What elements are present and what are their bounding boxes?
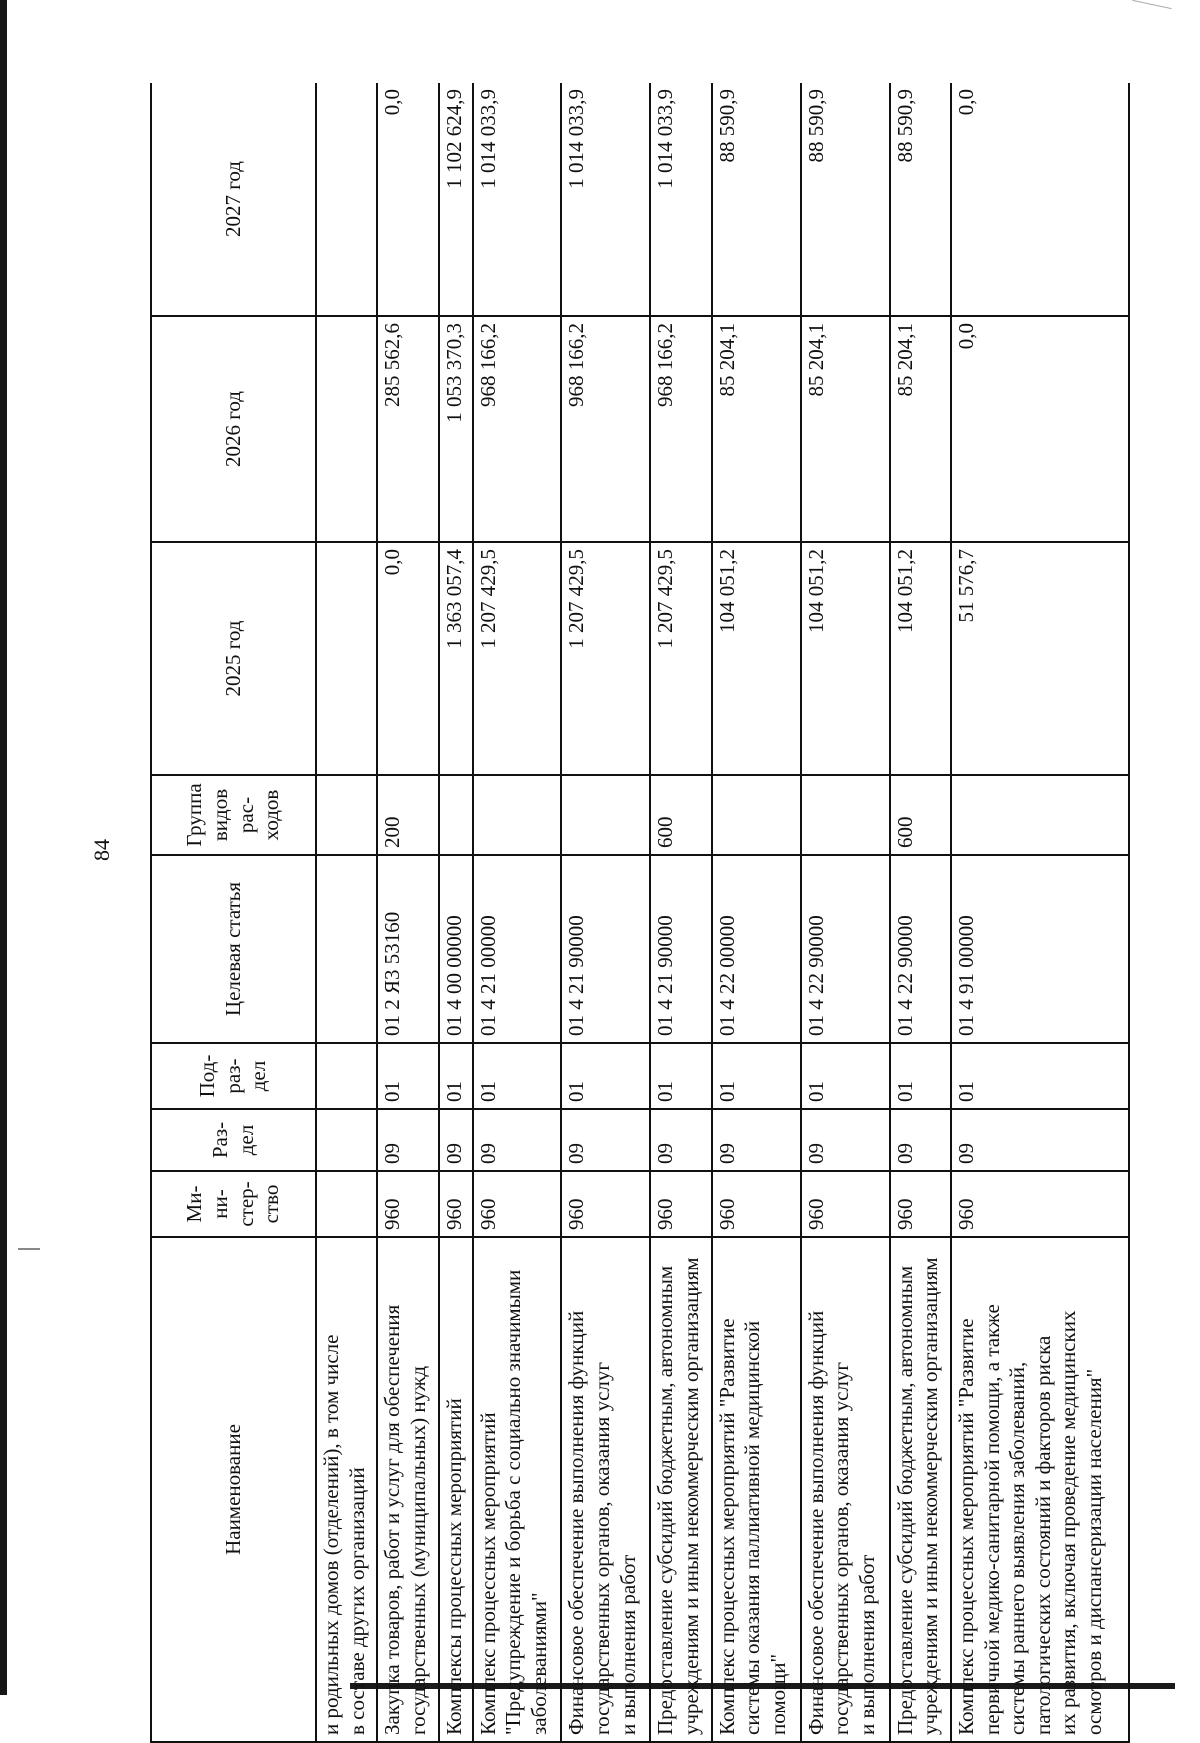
header-2026 <box>151 316 316 542</box>
scan-speck <box>1132 0 1171 9</box>
row-2026 <box>316 316 377 542</box>
header-section <box>151 1109 316 1171</box>
row-2025: 1 207 429,5 <box>473 542 562 775</box>
header-2025 <box>151 542 316 775</box>
text-line: учреждениям и иным некоммерческим организациям <box>679 1257 704 1735</box>
row-2025: 104 051,2 <box>712 542 801 775</box>
table-row <box>890 83 951 1742</box>
row-2026: 968 166,2 <box>473 316 562 542</box>
text-line: Предоставление субсидий бюджетным, автономным <box>653 1265 678 1735</box>
row-expense-group <box>439 775 473 855</box>
text-line: 2027 год <box>220 161 245 237</box>
text-line: их развития, включая проведение медицинских <box>1056 1310 1081 1735</box>
row-ministry: 960 <box>439 1171 473 1237</box>
row-2025: 104 051,2 <box>890 542 951 775</box>
row-ministry: 960 <box>473 1171 562 1237</box>
table-row <box>377 83 438 1742</box>
scan-left-edge <box>0 0 7 1695</box>
text-line: Закупка товаров, работ и услуг для обеспечения <box>380 1304 405 1735</box>
row-target-article: 01 4 21 00000 <box>473 855 562 1043</box>
row-2027: 1 014 033,9 <box>650 83 711 316</box>
text-line: патологических состояний и факторов риска <box>1030 1335 1055 1735</box>
table-row <box>801 83 890 1742</box>
text-line: системы раннего выявления заболеваний, <box>1005 1361 1030 1735</box>
row-name <box>561 1237 650 1742</box>
row-ministry: 960 <box>377 1171 438 1237</box>
row-2025 <box>316 542 377 775</box>
row-2026: 85 204,1 <box>890 316 951 542</box>
text-line: дел <box>246 1060 271 1092</box>
row-ministry: 960 <box>801 1171 890 1237</box>
row-subsection: 01 <box>473 1043 562 1109</box>
row-2026: 968 166,2 <box>650 316 711 542</box>
row-target-article: 01 4 21 90000 <box>650 855 711 1043</box>
row-section: 09 <box>890 1109 951 1171</box>
row-subsection: 01 <box>439 1043 473 1109</box>
row-2026: 1 053 370,3 <box>439 316 473 542</box>
row-expense-group <box>473 775 562 855</box>
row-ministry: 960 <box>712 1171 801 1237</box>
table-row <box>439 83 473 1742</box>
row-expense-group <box>801 775 890 855</box>
row-expense-group <box>316 775 377 855</box>
row-section: 09 <box>439 1109 473 1171</box>
row-2027: 0,0 <box>951 83 1129 316</box>
text-line: Комплекс процессных мероприятий "Развитие <box>714 1318 739 1735</box>
row-2027: 1 014 033,9 <box>561 83 650 316</box>
text-line: осмотров и диспансеризации населения" <box>1082 1368 1107 1735</box>
row-name <box>801 1237 890 1742</box>
text-line: ни- <box>207 1189 232 1219</box>
row-ministry <box>316 1171 377 1237</box>
row-2027: 88 590,9 <box>712 83 801 316</box>
text-line: в составе других организаций <box>344 1467 369 1735</box>
row-subsection: 01 <box>377 1043 438 1109</box>
row-2025: 51 576,7 <box>951 542 1129 775</box>
row-2025: 104 051,2 <box>801 542 890 775</box>
text-line: раз- <box>220 1058 245 1094</box>
table-row <box>951 83 1129 1742</box>
row-expense-group: 600 <box>890 775 951 855</box>
row-expense-group <box>561 775 650 855</box>
text-line: государственных органов, оказания услуг <box>829 1362 854 1735</box>
table-row <box>316 83 377 1742</box>
row-2027: 1 102 624,9 <box>439 83 473 316</box>
header-name <box>151 1237 316 1742</box>
row-subsection: 01 <box>890 1043 951 1109</box>
text-line: первичной медико-санитарной помощи, а также <box>979 1304 1004 1735</box>
text-line: дел <box>233 1124 258 1156</box>
text-line: помощи" <box>765 1653 790 1735</box>
text-line: государственных (муниципальных) нужд <box>405 1365 430 1735</box>
rotated-table-area <box>150 83 1130 1743</box>
row-subsection <box>316 1043 377 1109</box>
row-subsection: 01 <box>561 1043 650 1109</box>
row-expense-group: 200 <box>377 775 438 855</box>
text-line: и родильных домов (отделений), в том числе <box>319 1334 343 1735</box>
text-line: видов <box>207 788 232 842</box>
row-name <box>650 1237 711 1742</box>
row-target-article: 01 4 21 90000 <box>561 855 650 1043</box>
text-line: Предоставление субсидий бюджетным, автономным <box>892 1265 917 1735</box>
row-2026: 85 204,1 <box>712 316 801 542</box>
row-ministry: 960 <box>890 1171 951 1237</box>
table-row <box>650 83 711 1742</box>
row-2025: 1 207 429,5 <box>650 542 711 775</box>
text-line: Комплекс процессных мероприятий "Развитие <box>954 1318 978 1735</box>
row-name <box>712 1237 801 1742</box>
row-2027: 1 014 033,9 <box>473 83 562 316</box>
text-line: Раз- <box>207 1121 232 1159</box>
row-section: 09 <box>377 1109 438 1171</box>
row-2026: 0,0 <box>951 316 1129 542</box>
row-target-article: 01 4 22 90000 <box>890 855 951 1043</box>
text-line: ство <box>259 1184 284 1224</box>
text-line: стер- <box>233 1181 258 1227</box>
row-name <box>951 1237 1129 1742</box>
text-line: Комплексы процессных мероприятий <box>441 1398 466 1735</box>
table-row <box>561 83 650 1742</box>
row-target-article: 01 4 22 00000 <box>712 855 801 1043</box>
row-target-article: 01 4 00 00000 <box>439 855 473 1043</box>
row-2027: 88 590,9 <box>801 83 890 316</box>
row-target-article: 01 2 Я3 53160 <box>377 855 438 1043</box>
text-line: Под- <box>195 1054 220 1098</box>
row-section: 09 <box>473 1109 562 1171</box>
row-expense-group: 600 <box>650 775 711 855</box>
text-line: Финансовое обеспечение выполнения функций <box>564 1310 589 1735</box>
row-2025: 1 363 057,4 <box>439 542 473 775</box>
text-line: государственных органов, оказания услуг <box>590 1362 615 1735</box>
table-body <box>316 83 1129 1742</box>
text-line: заболеваниями" <box>526 1592 551 1735</box>
row-name <box>316 1237 377 1742</box>
row-section <box>316 1109 377 1171</box>
row-expense-group <box>951 775 1129 855</box>
row-section: 09 <box>650 1109 711 1171</box>
header-ministry <box>151 1171 316 1237</box>
row-subsection: 01 <box>712 1043 801 1109</box>
text-line: системы оказания паллиативной медицинской <box>740 1320 765 1735</box>
text-line: рас- <box>233 796 258 834</box>
row-ministry: 960 <box>561 1171 650 1237</box>
row-2027 <box>316 83 377 316</box>
text-line: 2025 год <box>220 620 245 697</box>
header-2027 <box>151 83 316 316</box>
row-section: 09 <box>801 1109 890 1171</box>
header-subsection <box>151 1043 316 1109</box>
row-2026: 968 166,2 <box>561 316 650 542</box>
row-name <box>377 1237 438 1742</box>
row-2027: 88 590,9 <box>890 83 951 316</box>
table-row <box>473 83 562 1742</box>
row-target-article: 01 4 22 90000 <box>801 855 890 1043</box>
text-line: ходов <box>259 789 284 841</box>
row-section: 09 <box>712 1109 801 1171</box>
text-line: и выполнения работ <box>615 1554 640 1735</box>
row-name <box>890 1237 951 1742</box>
row-expense-group <box>712 775 801 855</box>
row-name <box>473 1237 562 1742</box>
row-section: 09 <box>951 1109 1129 1171</box>
scan-speck <box>18 1248 40 1250</box>
row-subsection: 01 <box>951 1043 1129 1109</box>
text-line: "Предупреждение и борьба с социально значимыми <box>501 1269 526 1735</box>
budget-table <box>150 83 1130 1743</box>
text-line: Ми- <box>182 1185 207 1223</box>
row-2025: 1 207 429,5 <box>561 542 650 775</box>
row-2026: 85 204,1 <box>801 316 890 542</box>
text-line: Комплекс процессных мероприятий <box>475 1412 500 1735</box>
row-2025: 0,0 <box>377 542 438 775</box>
table-row <box>712 83 801 1742</box>
text-line: Финансовое обеспечение выполнения функций <box>803 1310 828 1735</box>
table-header-row <box>151 83 316 1742</box>
row-target-article <box>316 855 377 1043</box>
text-line: Целевая статья <box>220 881 245 1017</box>
header-target-article <box>151 855 316 1043</box>
row-ministry: 960 <box>951 1171 1129 1237</box>
row-subsection: 01 <box>650 1043 711 1109</box>
text-line: 2026 год <box>220 391 245 467</box>
row-section: 09 <box>561 1109 650 1171</box>
page-number: 84 <box>89 839 114 861</box>
text-line: учреждениям и иным некоммерческим организациям <box>918 1257 943 1735</box>
text-line: Наименование <box>220 1424 245 1555</box>
row-2027: 0,0 <box>377 83 438 316</box>
row-name <box>439 1237 473 1742</box>
row-ministry: 960 <box>650 1171 711 1237</box>
row-target-article: 01 4 91 00000 <box>951 855 1129 1043</box>
header-expense-group <box>151 775 316 855</box>
row-subsection: 01 <box>801 1043 890 1109</box>
text-line: и выполнения работ <box>854 1554 879 1735</box>
text-line: Группа <box>182 783 207 847</box>
row-2026: 285 562,6 <box>377 316 438 542</box>
rotated-table-content <box>150 83 1130 1743</box>
